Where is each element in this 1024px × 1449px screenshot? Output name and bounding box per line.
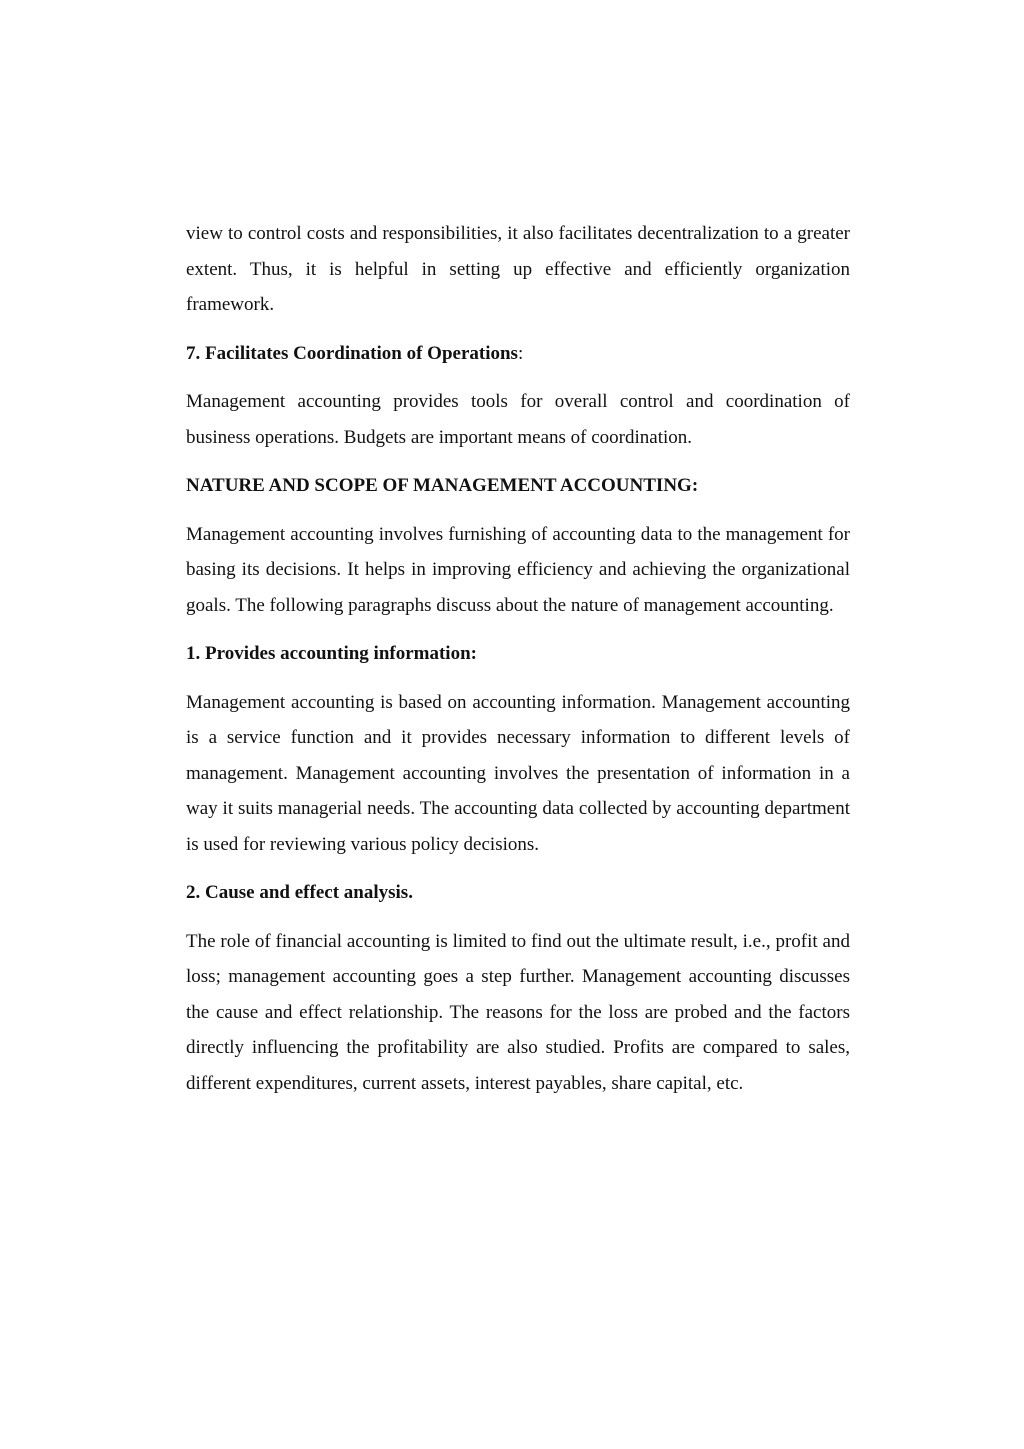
paragraph-cause-and-effect: The role of financial accounting is limited to find out the ultimate result, i.e., profit and loss; management accounting goes a step further. Management accounting discusses the cause and effect relationship. The reasons for the loss are probed and the factors directly influencing the profitability are also studied. Profits are compared to sales, different expenditures, current assets, interest payables, share capital, etc. xyxy=(186,930,850,1094)
paragraph-coordination: Management accounting provides tools for overall control and coordination of business operations. Budgets are important means of coordination. xyxy=(186,391,850,448)
paragraph-nature-intro: Management accounting involves furnishing of accounting data to the management for basing its decisions. It helps in improving efficiency and achieving the organizational goals. The following paragraphs discuss about the nature of management accounting. xyxy=(186,523,850,616)
document-body xyxy=(186,216,850,1114)
paragraph-decentralization: view to control costs and responsibilities, it also facilitates decentralization to a greater extent. Thus, it is helpful in setting up effective and efficiently organization framework. xyxy=(186,223,850,315)
heading-nature-and-scope: NATURE AND SCOPE OF MANAGEMENT ACCOUNTING: xyxy=(186,475,699,496)
heading-provides-accounting-information: 1. Provides accounting information: xyxy=(186,643,477,664)
heading-facilitates-coordination-text: 7. Facilitates Coordination of Operations xyxy=(186,342,518,364)
heading-cause-and-effect: 2. Cause and effect analysis. xyxy=(186,882,413,903)
paragraph-accounting-information: Management accounting is based on accounting information. Management accounting is a service function and it provides necessary information to different levels of management. Management accounting involves the presentation of information in a way it suits managerial needs. The accounting data collected by accounting department is used for reviewing various policy decisions. xyxy=(186,691,850,855)
heading-colon: : xyxy=(517,342,524,364)
heading-facilitates-coordination xyxy=(186,336,850,372)
